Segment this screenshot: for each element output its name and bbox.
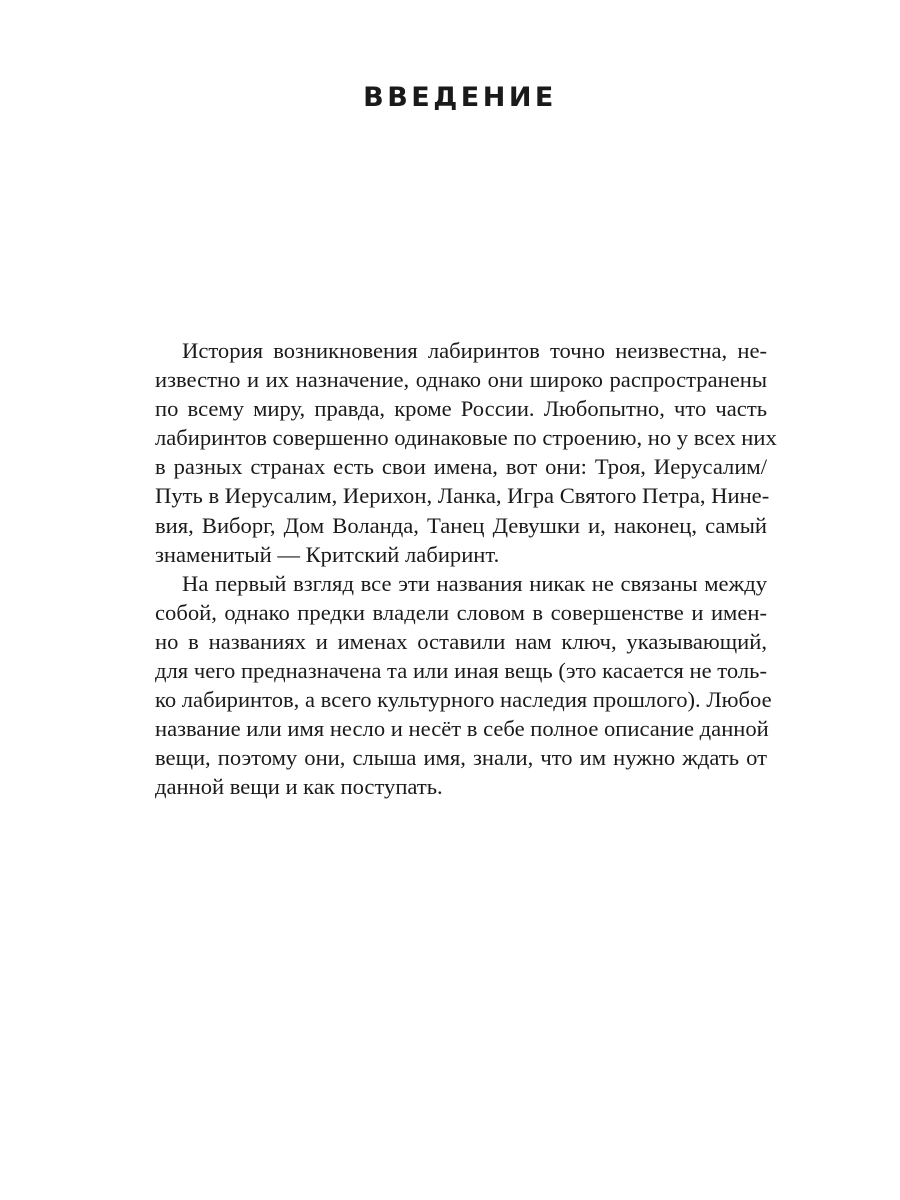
text-line: известно и их назначение, однако они широко распространены xyxy=(155,367,767,393)
paragraph-2 xyxy=(155,569,772,802)
text-line: вещи, поэтому они, слыша имя, знали, что им нужно ждать от xyxy=(155,745,767,771)
text-line: вия, Виборг, Дом Воланда, Танец Девушки и, наконец, самый xyxy=(155,512,767,538)
text-line: лабиринтов совершенно одинаковые по строению, но у всех них xyxy=(155,425,777,451)
text-line: собой, однако предки владели словом в совершенстве и имен- xyxy=(155,599,767,625)
text-line: но в названиях и именах оставили нам ключ, указывающий, xyxy=(155,628,767,654)
paragraph-1 xyxy=(155,336,777,569)
text-line: На первый взгляд все эти названия никак не связаны между xyxy=(182,570,767,596)
text-line: ко лабиринтов, а всего культурного наследия прошлого). Любое xyxy=(155,687,772,713)
text-line: данной вещи и как поступать. xyxy=(155,774,443,800)
text-line: История возникновения лабиринтов точно неизвестна, не- xyxy=(182,338,767,363)
text-line: название или имя несло и несёт в себе полное описание данной xyxy=(155,716,769,742)
text-line: по всему миру, правда, кроме России. Любопытно, что часть xyxy=(155,396,767,422)
text-line: Путь в Иерусалим, Иерихон, Ланка, Игра Святого Петра, Нине- xyxy=(155,483,770,509)
text-line: для чего предназначена та или иная вещь (это касается не толь- xyxy=(155,658,767,684)
chapter-title: ВВЕДЕНИЕ xyxy=(363,82,557,113)
text-line: знаменитый — Критский лабиринт. xyxy=(155,541,500,567)
text-line: в разных странах есть свои имена, вот они: Троя, Иерусалим/ xyxy=(155,454,767,480)
body-text xyxy=(155,336,777,802)
